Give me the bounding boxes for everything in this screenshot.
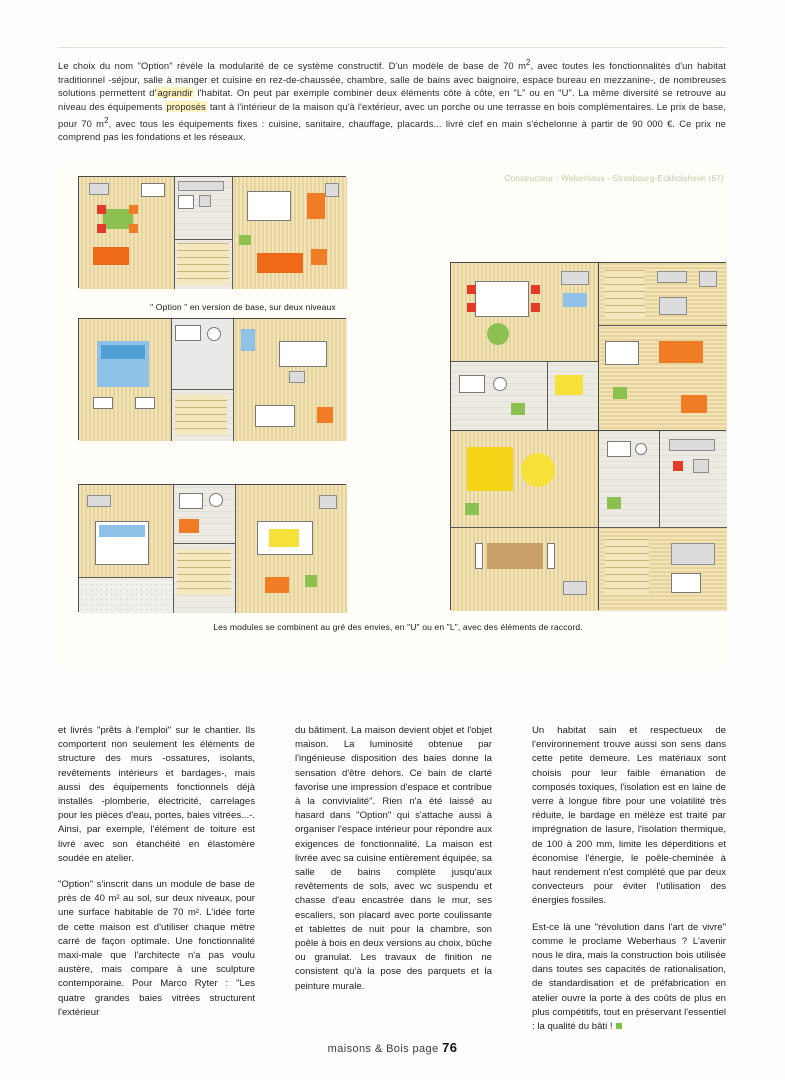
floor-plans-illustration bbox=[58, 166, 726, 666]
paragraph-last bbox=[532, 921, 726, 1035]
page-number: 76 bbox=[442, 1040, 458, 1055]
builder-credit: Constructeur : Weberhaus - Strasbourg-Eckbolsheim (67) bbox=[504, 174, 724, 183]
plan-module-upper-right bbox=[598, 262, 726, 430]
paragraph: "Option" s'inscrit dans un module de base de près de 40 m² au sol, sur deux niveaux, pour une surface habitable de 70 m². L'idée forte de cette maison est d'utiliser chaque mètre carré de façon optimale. Une fonctionnalité maxi-male que l'architecte n'a pas voulu austère, mais compare à une sculpture contemporaine. Pour Marco Ryter : "Les quatre grandes baies vitrées structurent l'extérieur bbox=[58, 879, 255, 1018]
intro-text-part1: Le choix du nom "Option" révèle la modularité de ce système constructif. D'un modèle de base de 70 m bbox=[58, 60, 526, 72]
plan-module-lower-left bbox=[450, 430, 598, 610]
intro-text-part3: l'habitat. On peut par exemple combiner deux éléments côte à côte, en "L" ou en "U". La même diversité se retrouve au niveau des équipements bbox=[58, 87, 726, 112]
plan-module-lower-right bbox=[598, 430, 726, 610]
end-marker-icon bbox=[616, 1023, 622, 1029]
article-column-3 bbox=[532, 724, 726, 1046]
intro-text-part2: , avec toutes les fonctionnalités d'un habitat traditionnel -séjour, salle à manger et cuisine en rez-de-chaussée, chambre, salle de bains avec baignoire, espace bureau en mezzanine-, de nombreuses solutions permettent d' bbox=[58, 60, 726, 99]
paragraph: et livrés "prêts à l'emploi" sur le chantier. Ils comportent non seulement les éléments de structure des murs -ossatures, isolants, revêtements intérieurs et bardages-, mais aussi des équipements fonctionnels déjà installés -plomberie, électricité, carrelages pour les pièces d'eau, portes, baies vitrées...-. Ainsi, par exemple, l'élément de toiture est livré avec son étanchéité en élastomère soudée en atelier. bbox=[58, 725, 255, 864]
intro-sup1: 2 bbox=[526, 58, 531, 67]
plan-module-upper-left bbox=[450, 262, 598, 430]
paragraph: Un habitat sain et respectueux de l'environnement trouve aussi son sens dans cette petite demeure. Les matériaux sont choisis pour leur faible émanation de composés toxiques, l'isolation est en laine de verre à longue fibre pour une volatilité très réduite, le bardage en mélèze est traité par imprégnation de lasure, l'isolation thermique, de 100 à 200 mm, limite les déperditions et économise l'énergie, le poêle-cheminée à haut rendement n'est complété que par deux convecteurs pour éviter l'utilisation des énergies fossiles. bbox=[532, 725, 726, 907]
plan-variant-left bbox=[78, 484, 346, 612]
intro-highlight-proposes: proposés bbox=[166, 100, 206, 112]
article-column-2 bbox=[295, 724, 492, 1006]
intro-text-part4: tant à l'intérieur de la maison qu'à l'extérieur, avec un porche ou une terrasse en bois complémentaires. Le prix de base, pour 70 m bbox=[58, 100, 726, 129]
intro-sup2: 2 bbox=[104, 115, 109, 125]
plan-base-ground-floor bbox=[78, 176, 346, 288]
caption-bottom: Les modules se combinent au gré des envies, en "U" ou en "L", avec des éléments de raccord. bbox=[213, 622, 583, 632]
paragraph-text: Est-ce là une "révolution dans l'art de vivre" comme le proclame Weberhaus ? L'avenir nous le dira, mais la construction bois utilisée dans toutes ses capacités de rationalisation, de standardisation et de préfabrication en atelier ouvre la porte à des coûts de plus en plus compétitifs, tout en préservant l'essentiel : la qualité du bâti ! bbox=[532, 921, 726, 1033]
intro-text-part5: , avec tous les équipements fixes : cuisine, sanitaire, chauffage, placards... livré clef en main s'échelonne à partir de 90 000 €. Ce prix ne comprend pas les fondations et les réseaux. bbox=[58, 117, 726, 143]
intro-paragraph bbox=[58, 56, 726, 144]
paragraph: du bâtiment. La maison devient objet et l'objet maison. La luminosité obtenue par l'ingénieuse disposition des baies donne la sensation d'être dehors. Ce bain de clarté favorise une impression d'espace et contribue à la convivialité". Rien n'a été laissé au hasard dans "Option" qui s'attache aussi à organiser l'espace intérieur pour répondre aux exigences de fonctionnalité. La maison est livrée avec sa cuisine entièrement équipée, sa salle de bains complète jusqu'aux revêtements de sols, avec wc suspendu et chasse d'eau encastrée dans le mur, ses escaliers, son placard avec porte coulissante et tablettes de nuit pour la chambre, son poêle à bois en deux versions au choix, bûche ou granulat. Les travaux de finition ne consistent qu'à la pose des parquets et la peinture murale. bbox=[295, 725, 492, 992]
caption-top: " Option " en version de base, sur deux niveaux bbox=[150, 302, 336, 312]
plan-base-upper-floor bbox=[78, 318, 346, 440]
footer-title: maisons & Bois page bbox=[327, 1043, 439, 1055]
intro-highlight-agrandir: agrandir bbox=[157, 87, 193, 99]
plan-combined-modules bbox=[450, 262, 726, 610]
intro-divider bbox=[58, 47, 726, 48]
article-column-1 bbox=[58, 724, 255, 1032]
page-footer bbox=[0, 1040, 785, 1055]
